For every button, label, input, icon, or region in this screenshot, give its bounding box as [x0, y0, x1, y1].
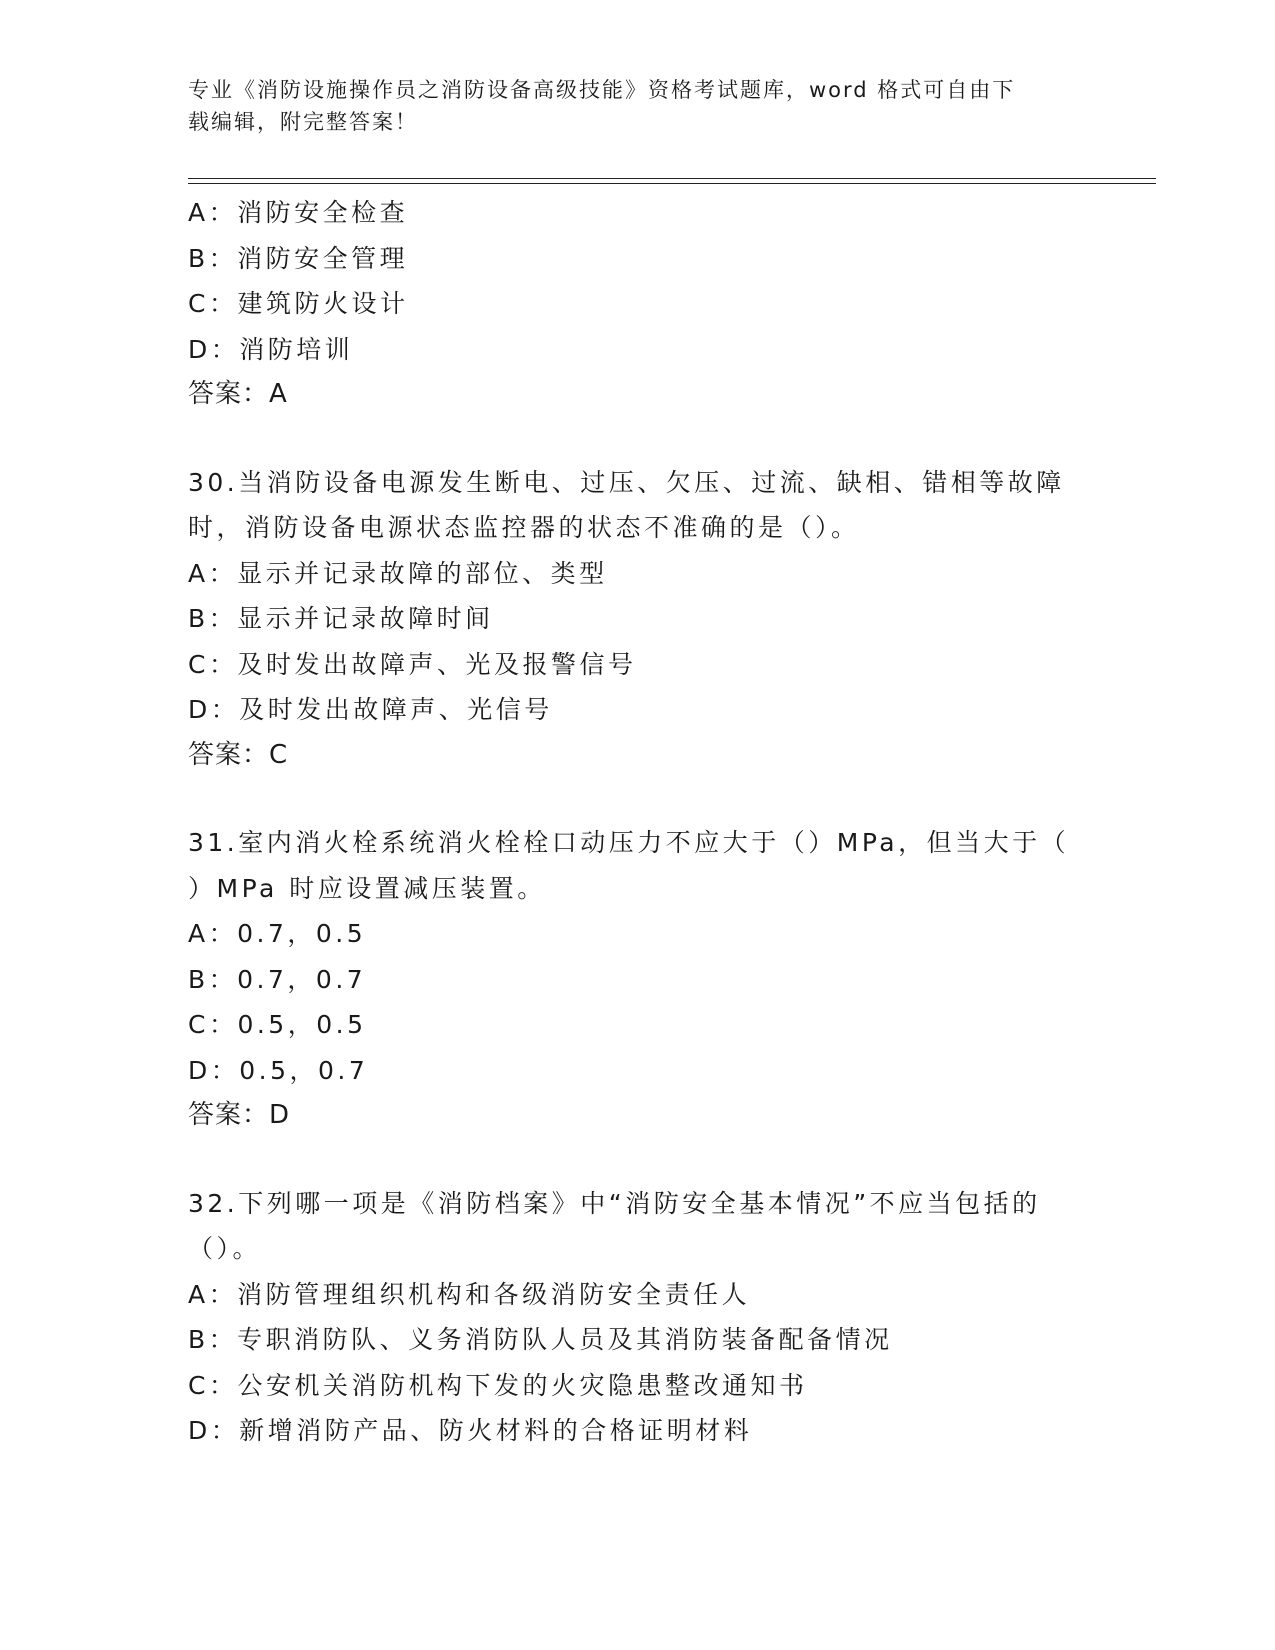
- spacer: [188, 778, 1088, 820]
- option-d: D：消防培训: [188, 334, 354, 364]
- question-32: [188, 1181, 1088, 1454]
- header-line-2: 载编辑，附完整答案！: [188, 110, 418, 134]
- option-c: C：0.5，0.5: [188, 1010, 367, 1039]
- question-31: [188, 820, 1088, 1139]
- option-a: A：0.7，0.5: [188, 919, 367, 948]
- option-c: C：公安机关消防机构下发的火灾隐患整改通知书: [188, 1370, 808, 1400]
- header-divider-top: [188, 178, 1156, 179]
- option-d: D：0.5，0.7: [188, 1055, 369, 1085]
- option-d: D：及时发出故障声、光信号: [188, 695, 553, 724]
- option-a: A：显示并记录故障的部位、类型: [188, 558, 608, 588]
- question-stem-line-2: ）MPa 时应设置减压装置。: [188, 873, 546, 903]
- question-stem-line-1: 31.室内消火栓系统消火栓栓口动压力不应大于（）MPa，但当大于（: [188, 828, 1070, 857]
- answer-line: 答案：C: [188, 739, 289, 770]
- header-divider-bottom: [188, 183, 1156, 184]
- option-a: A：消防管理组织机构和各级消防安全责任人: [188, 1279, 751, 1309]
- spacer: [188, 1139, 1088, 1181]
- spacer: [188, 418, 1088, 460]
- option-b: B：消防安全管理: [188, 243, 409, 273]
- answer-line: 答案：A: [188, 379, 288, 409]
- option-a: A：消防安全检查: [188, 198, 409, 227]
- answer-line: 答案：D: [188, 1100, 291, 1130]
- option-c: C：及时发出故障声、光及报警信号: [188, 649, 637, 679]
- question-stem-line-2: 时，消防设备电源状态监控器的状态不准确的是（）。: [188, 513, 860, 542]
- option-b: B：专职消防队、义务消防队人员及其消防装备配备情况: [188, 1325, 893, 1354]
- question-30: [188, 460, 1088, 779]
- question-stem-line-1: 30.当消防设备电源发生断电、过压、欠压、过流、缺相、错相等故障: [188, 467, 1065, 497]
- option-c: C：建筑防火设计: [188, 289, 409, 318]
- header-line-1: 专业《消防设施操作员之消防设备高级技能》资格考试题库，word 格式可自由下: [188, 78, 1016, 102]
- option-b: B：显示并记录故障时间: [188, 604, 494, 633]
- question-stem-line-2: （）。: [188, 1234, 262, 1263]
- document-header: [188, 74, 1068, 138]
- question-29: [188, 190, 1088, 418]
- question-list: [188, 190, 1088, 1454]
- option-d: D：新增消防产品、防火材料的合格证明材料: [188, 1416, 753, 1445]
- question-stem-line-1: 32.下列哪一项是《消防档案》中“消防安全基本情况”不应当包括的: [188, 1188, 1041, 1218]
- option-b: B：0.7，0.7: [188, 964, 367, 994]
